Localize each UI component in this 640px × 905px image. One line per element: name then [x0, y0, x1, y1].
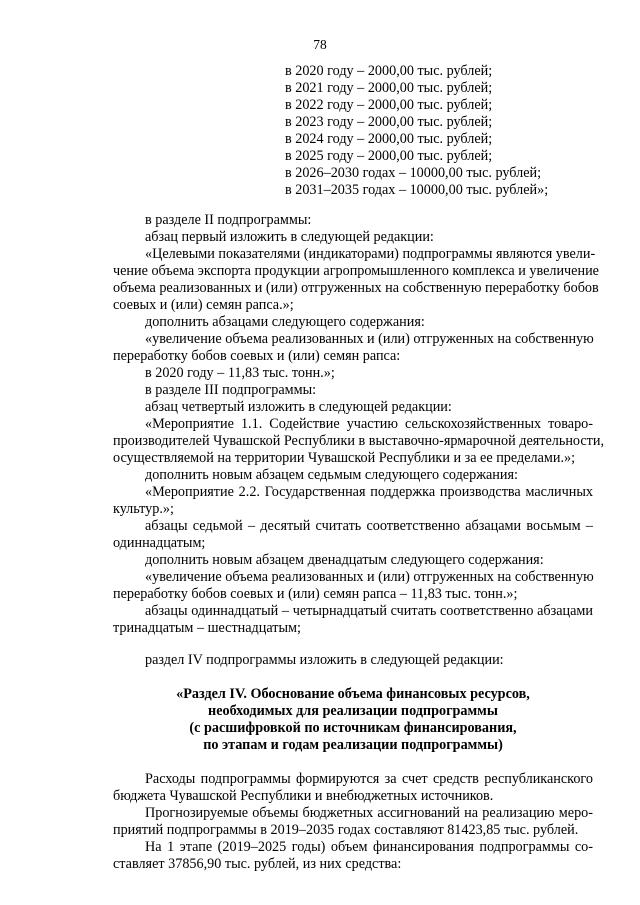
paragraph-line: ставляет 37856,90 тыс. рублей, из них средства:	[113, 856, 402, 872]
paragraph-line: тринадцатым – шестнадцатым;	[113, 620, 301, 636]
paragraph-line: чение объема экспорта продукции агропромышленного комплекса и увеличение	[113, 263, 599, 279]
section-heading-line: (с расшифровкой по источникам финансирования,	[189, 720, 517, 736]
funding-line-2026-2030: в 2026–2030 годах – 10000,00 тыс. рублей;	[285, 165, 542, 181]
paragraph-line: «Целевыми показателями (индикаторами) подпрограммы являются увели-	[145, 246, 596, 262]
section-iii-intro: в разделе III подпрограммы:	[145, 382, 317, 398]
paragraph-line: переработку бобов соевых и (или) семян рапса:	[113, 348, 401, 364]
funding-line-2031-2035: в 2031–2035 годах – 10000,00 тыс. рублей»;	[285, 182, 549, 198]
paragraph-line: переработку бобов соевых и (или) семян рапса – 11,83 тыс. тонн.»;	[113, 586, 518, 602]
paragraph-line: абзацы седьмой – десятый считать соответственно абзацами восьмым –	[145, 518, 593, 534]
paragraph-line: производителей Чувашской Республики в выставочно-ярмарочной деятельности,	[113, 433, 605, 449]
funding-line-2022: в 2022 году – 2000,00 тыс. рублей;	[285, 97, 493, 113]
paragraph-line: одиннадцатым;	[113, 535, 206, 551]
paragraph-line: дополнить абзацами следующего содержания:	[145, 314, 425, 330]
funding-line-2021: в 2021 году – 2000,00 тыс. рублей;	[285, 80, 493, 96]
section-heading-line: «Раздел IV. Обоснование объема финансовых ресурсов,	[176, 686, 530, 702]
paragraph-line: бюджета Чувашской Республики и внебюджетных источников.	[113, 788, 494, 804]
funding-line-2023: в 2023 году – 2000,00 тыс. рублей;	[285, 114, 493, 130]
page-number: 78	[313, 37, 327, 52]
paragraph-line: абзац четвертый изложить в следующей редакции:	[145, 399, 452, 415]
paragraph-line: в 2020 году – 11,83 тыс. тонн.»;	[145, 365, 335, 381]
paragraph-line: культур.»;	[113, 501, 174, 517]
section-heading-line: необходимых для реализации подпрограммы	[208, 703, 498, 719]
funding-line-2025: в 2025 году – 2000,00 тыс. рублей;	[285, 148, 493, 164]
funding-line-2020: в 2020 году – 2000,00 тыс. рублей;	[285, 63, 493, 79]
paragraph-line: дополнить новым абзацем седьмым следующего содержания:	[145, 467, 518, 483]
funding-line-2024: в 2024 году – 2000,00 тыс. рублей;	[285, 131, 493, 147]
paragraph-line: Расходы подпрограммы формируются за счет средств республиканского	[145, 771, 593, 787]
section-ii-intro: в разделе II подпрограммы:	[145, 212, 312, 228]
section-heading-line: по этапам и годам реализации подпрограммы)	[203, 737, 503, 753]
paragraph-line: объема реализованных и (или) отгруженных на собственную переработку бобов	[113, 280, 599, 296]
paragraph-line: абзацы одиннадцатый – четырнадцатый считать соответственно абзацами	[145, 603, 593, 619]
paragraph-line: На 1 этапе (2019–2025 годы) объем финансирования подпрограммы со-	[145, 839, 593, 855]
paragraph-line: дополнить новым абзацем двенадцатым следующего содержания:	[145, 552, 544, 568]
paragraph-line: «увеличение объема реализованных и (или) отгруженных на собственную	[145, 569, 594, 585]
paragraph-line: «Мероприятие 1.1. Содействие участию сельскохозяйственных товаро-	[145, 416, 593, 432]
paragraph-line: «Мероприятие 2.2. Государственная поддержка производства масличных	[145, 484, 593, 500]
paragraph-line: приятий подпрограммы в 2019–2035 годах составляют 81423,85 тыс. рублей.	[113, 822, 579, 838]
paragraph-line: Прогнозируемые объемы бюджетных ассигнований на реализацию меро-	[145, 805, 593, 821]
paragraph-line: осуществляемой на территории Чувашской Республики и за ее пределами.»;	[113, 450, 576, 466]
paragraph-line: «увеличение объема реализованных и (или) отгруженных на собственную	[145, 331, 594, 347]
paragraph-line: абзац первый изложить в следующей редакции:	[145, 229, 434, 245]
section-iv-intro: раздел IV подпрограммы изложить в следующей редакции:	[145, 652, 504, 668]
paragraph-line: соевых и (или) семян рапса.»;	[113, 297, 294, 313]
